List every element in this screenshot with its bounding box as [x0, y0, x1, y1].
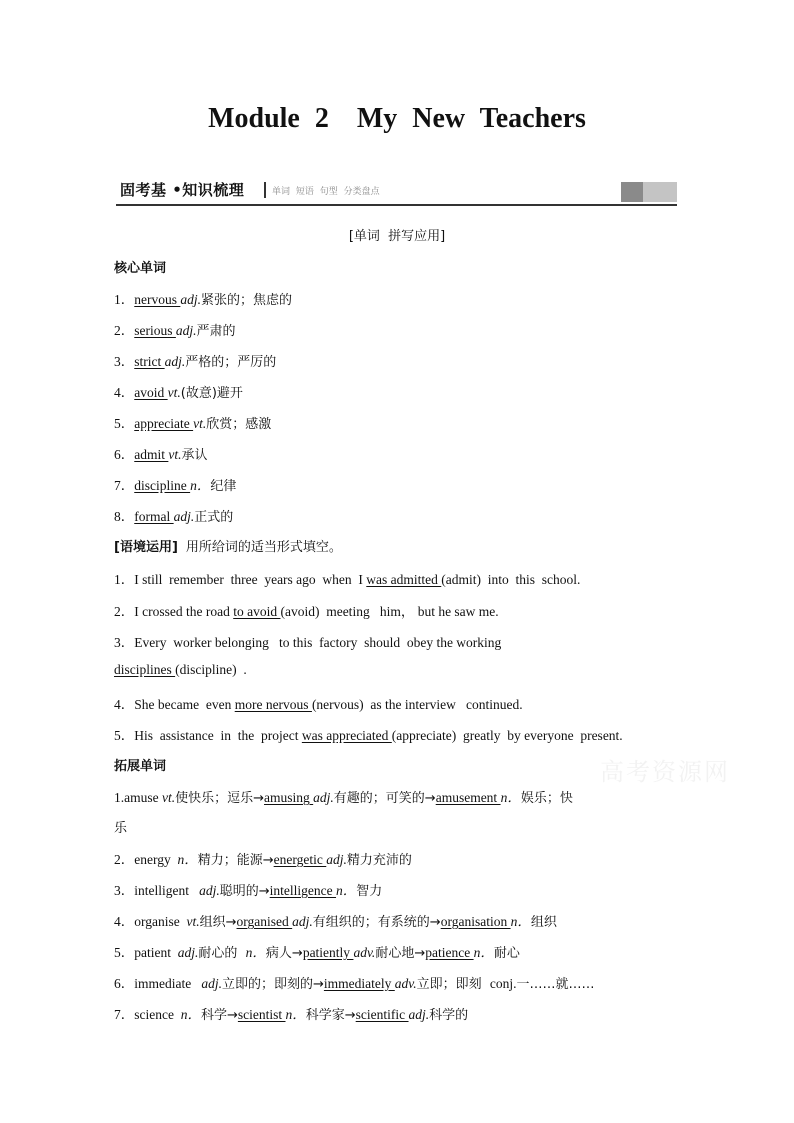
headword: 6．immediate	[114, 976, 202, 991]
item-number: 3．	[114, 354, 135, 369]
pos: adj.	[164, 354, 186, 369]
meaning: 耐心	[493, 946, 520, 961]
answer: scientist	[237, 1007, 286, 1022]
meaning: 有趣的；可笑的→	[333, 791, 436, 806]
context-item-continued	[114, 662, 247, 678]
expand-item	[114, 941, 520, 961]
item-number: 2．	[114, 604, 135, 619]
context-item	[114, 600, 499, 620]
answer: discipline	[134, 478, 191, 493]
item-number: 1．	[114, 572, 135, 587]
item-number: 8．	[114, 509, 135, 524]
core-words-label: 核心单词	[114, 261, 167, 276]
answer: energetic	[273, 852, 327, 867]
pos: adj.	[180, 292, 202, 307]
item-number: 7．	[114, 478, 135, 493]
meaning: 科学→	[200, 1008, 238, 1023]
banner-separator	[264, 182, 266, 198]
context-item	[114, 568, 580, 588]
meaning: 智力	[356, 884, 383, 899]
answer: to avoid	[233, 604, 281, 619]
pos: adv.	[353, 945, 376, 960]
pos: vt.	[193, 416, 207, 431]
sentence-end: (discipline) .	[175, 662, 247, 677]
answer: organised	[236, 914, 293, 929]
core-item	[114, 319, 236, 339]
section-header-open: [单词	[348, 229, 380, 244]
answer: was appreciated	[301, 728, 392, 743]
core-item	[114, 350, 276, 370]
answer: serious	[134, 323, 176, 338]
answer: strict	[134, 354, 165, 369]
answer: disciplines	[114, 662, 176, 677]
banner-light-block	[643, 182, 677, 202]
expand-words-label: 拓展单词	[114, 759, 167, 774]
context-item	[114, 724, 623, 744]
item-number: 1．	[114, 292, 135, 307]
sentence-start: His assistance in the project	[134, 728, 302, 743]
meaning: 一……就……	[516, 977, 595, 992]
item-number: 5．	[114, 728, 135, 743]
banner-title: 固考基 •知识梳理	[120, 181, 245, 199]
answer: organisation	[440, 914, 511, 929]
meaning: 欣赏；感激	[206, 417, 272, 432]
meaning: 立即的；即刻的→	[222, 977, 324, 992]
pos: n．	[336, 883, 357, 898]
answer: amusing	[264, 790, 314, 805]
answer: immediately	[323, 976, 395, 991]
pos: n．	[177, 852, 198, 867]
context-instruction: 用所给词的适当形式填空。	[185, 540, 342, 555]
pos: vt.	[186, 914, 200, 929]
meaning: 娱乐；快	[520, 791, 573, 806]
meaning: 立即；即刻	[416, 977, 490, 992]
pos: adj.	[292, 914, 313, 929]
context-label: [语境运用]	[114, 540, 178, 555]
page-title: Module 2 My New Teachers	[208, 103, 586, 134]
expand-item	[114, 848, 412, 868]
pos: adj.	[326, 852, 347, 867]
headword: 5．patient	[114, 945, 178, 960]
meaning: 严格的；严厉的	[185, 355, 277, 370]
pos: adj.	[199, 883, 220, 898]
watermark: 高考资源网	[600, 758, 730, 786]
answer: admit	[134, 447, 169, 462]
core-item	[114, 474, 236, 494]
meaning: 精力；能源→	[197, 853, 274, 868]
sentence-end: (avoid) meeting him， but he saw me.	[280, 604, 499, 619]
meaning: 科学家→	[305, 1008, 356, 1023]
section-banner	[116, 180, 677, 206]
pos: n．	[190, 478, 211, 493]
pos: adj.	[408, 1007, 430, 1022]
pos: vt.	[167, 385, 181, 400]
meaning: 纪律	[210, 479, 237, 494]
core-item	[114, 288, 292, 308]
meaning: 病人→	[265, 946, 303, 961]
meaning: 有组织的；有系统的→	[312, 915, 441, 930]
headword: 1.amuse	[114, 790, 162, 805]
meaning: 紧张的；焦虑的	[201, 293, 293, 308]
section-header-rest: 拼写应用]	[388, 229, 446, 244]
pos: adj.	[173, 509, 195, 524]
headword: 4．organise	[114, 914, 187, 929]
sentence-start: Every worker belonging to this factory should obey the working	[134, 635, 502, 650]
expand-item-continued	[114, 817, 127, 836]
answer: was admitted	[366, 572, 442, 587]
expand-item	[114, 910, 557, 930]
item-number: 6．	[114, 447, 135, 462]
item-number: 3．	[114, 635, 135, 650]
pos: n．	[285, 1007, 306, 1022]
expand-item	[114, 1003, 468, 1023]
context-item	[114, 631, 501, 651]
pos: n．	[510, 914, 531, 929]
expand-item	[114, 879, 382, 899]
answer: formal	[134, 509, 174, 524]
sentence-start: I crossed the road	[134, 604, 234, 619]
meaning: 正式的	[194, 510, 234, 525]
item-number: 4．	[114, 697, 135, 712]
meaning: 科学的	[429, 1008, 469, 1023]
answer: nervous	[134, 292, 181, 307]
meaning: 组织	[530, 915, 557, 930]
meaning: 严肃的	[196, 324, 236, 339]
answer: scientific	[355, 1007, 409, 1022]
meaning: 使快乐；逗乐→	[175, 791, 265, 806]
meaning: 精力充沛的	[346, 853, 412, 868]
core-item	[114, 443, 208, 463]
sentence-end: (admit) into this school.	[441, 572, 581, 587]
core-item	[114, 505, 233, 525]
pos: n．	[180, 1007, 201, 1022]
meaning: 组织→	[199, 915, 237, 930]
meaning: 耐心的	[198, 946, 246, 961]
pos: adv.	[394, 976, 417, 991]
headword: 7．science	[114, 1007, 181, 1022]
answer: avoid	[134, 385, 168, 400]
headword: 3．intelligent	[114, 883, 200, 898]
pos: conj.	[489, 976, 517, 991]
answer: more nervous	[234, 697, 312, 712]
context-heading	[114, 536, 342, 555]
section-header	[0, 225, 794, 244]
meaning: 承认	[181, 448, 208, 463]
pos: adj.	[175, 323, 197, 338]
item-number: 5．	[114, 416, 135, 431]
core-item	[114, 412, 271, 432]
pos: adj.	[313, 790, 334, 805]
answer: intelligence	[269, 883, 337, 898]
pos: adj.	[177, 945, 199, 960]
pos: n．	[500, 790, 521, 805]
expand-item	[114, 972, 595, 992]
banner-dark-block	[621, 182, 643, 202]
core-item	[114, 381, 243, 401]
meaning: 聪明的→	[219, 884, 270, 899]
pos: vt.	[168, 447, 182, 462]
pos: n．	[473, 945, 494, 960]
item-number: 2．	[114, 323, 135, 338]
answer: appreciate	[134, 416, 194, 431]
meaning: 耐心地→	[375, 946, 426, 961]
meaning: (故意)避开	[180, 386, 243, 401]
sentence-end: (appreciate) greatly by everyone present.	[391, 728, 623, 743]
pos: n．	[245, 945, 266, 960]
context-item	[114, 693, 523, 713]
pos: vt.	[162, 790, 176, 805]
sentence-end: (nervous) as the interview continued.	[311, 697, 523, 712]
answer: amusement	[435, 790, 501, 805]
headword: 2．energy	[114, 852, 178, 867]
answer: patiently	[302, 945, 354, 960]
answer: patience	[425, 945, 474, 960]
sentence-start: She became even	[134, 697, 235, 712]
sentence-start: I still remember three years ago when I	[134, 572, 367, 587]
pos: adj.	[201, 976, 222, 991]
expand-item	[114, 786, 573, 806]
banner-subtitle: 单词 短语 句型 分类盘点	[272, 187, 380, 197]
meaning: 乐	[114, 821, 128, 836]
item-number: 4．	[114, 385, 135, 400]
